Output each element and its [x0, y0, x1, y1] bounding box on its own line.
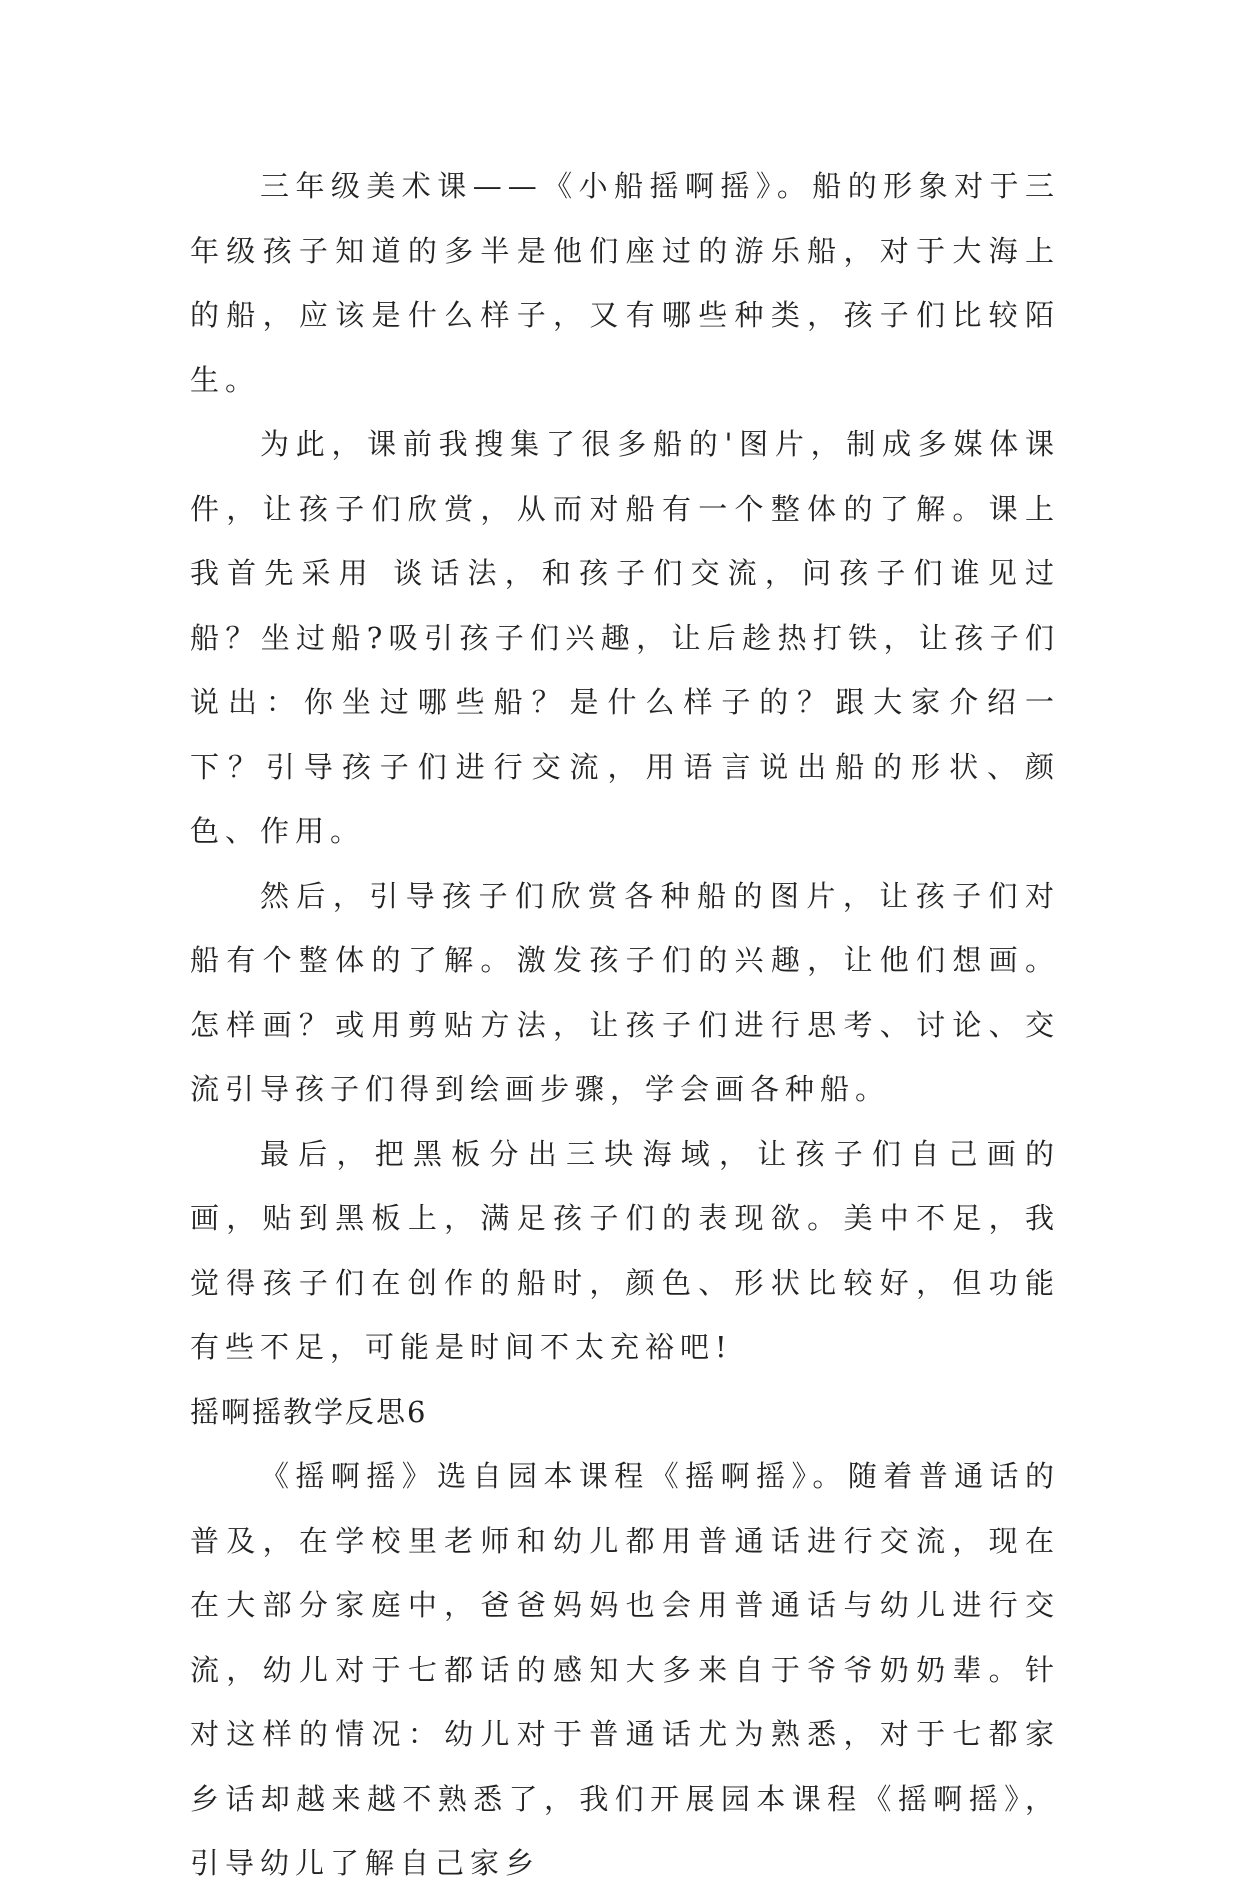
paragraph-appreciation: 然后，引导孩子们欣赏各种船的图片，让孩子们对船有个整体的了解。激发孩子们的兴趣，让他们想画。怎样画？或用剪贴方法，让孩子们进行思考、讨论、交流引导孩子们得到绘画步骤，学会画各种船。: [190, 878, 1060, 1106]
paragraph-intro: 三年级美术课——《小船摇啊摇》。船的形象对于三年级孩子知道的多半是他们座过的游乐船，对于大海上的船，应该是什么样子，又有哪些种类，孩子们比较陌生。: [190, 169, 1060, 397]
section-heading: 摇啊摇教学反思6: [190, 1394, 428, 1429]
paragraph-conclusion: 最后，把黑板分出三块海域，让孩子们自己画的画，贴到黑板上，满足孩子们的表现欲。美中不足，我觉得孩子们在创作的船时，颜色、形状比较好，但功能有些不足，可能是时间不太充裕吧!: [190, 1136, 1060, 1364]
document-body: [190, 154, 1060, 1896]
paragraph-section-6: 《摇啊摇》选自园本课程《摇啊摇》。随着普通话的普及，在学校里老师和幼儿都用普通话进行交流，现在在大部分家庭中，爸爸妈妈也会用普通话与幼儿进行交流，幼儿对于七都话的感知大多来自于爷爷奶奶辈。针对这样的情况：幼儿对于普通话尤为熟悉，对于七都家乡话却越来越不熟悉了，我们开展园本课程《摇啊摇》，引导幼儿了解自己家乡: [190, 1459, 1060, 1880]
paragraph-preparation: 为此，课前我搜集了很多船的'图片，制成多媒体课件，让孩子们欣赏，从而对船有一个整体的了解。课上我首先采用 谈话法，和孩子们交流，问孩子们谁见过船？坐过船?吸引孩子们兴趣，让后趁热打铁，让孩子们说出：你坐过哪些船？是什么样子的？跟大家介绍一下？引导孩子们进行交流，用语言说出船的形状、颜色、作用。: [190, 427, 1060, 848]
